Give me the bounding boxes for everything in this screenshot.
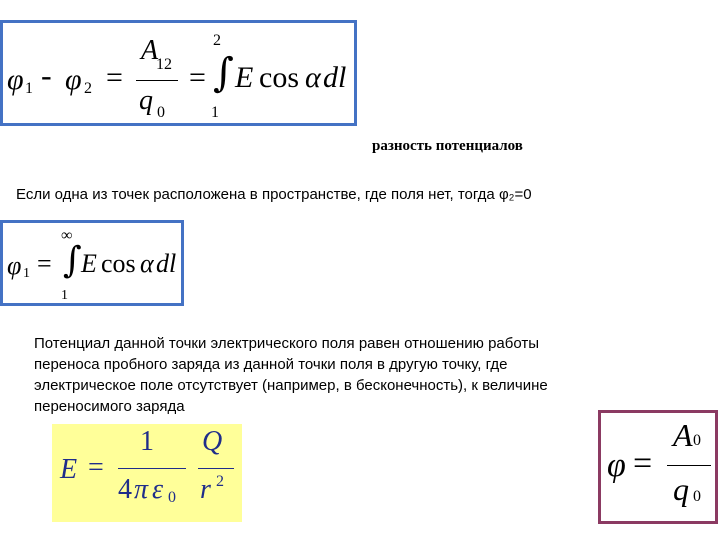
- fraction-bar: [136, 80, 178, 81]
- epsilon-symbol: ε: [152, 474, 164, 505]
- denominator-4: 4: [118, 474, 132, 505]
- numerator-1: 1: [140, 426, 154, 457]
- numerator-Q: Q: [202, 426, 223, 457]
- phi-symbol: φ: [7, 251, 22, 280]
- statement-line: Если одна из точек расположена в пространстве, где поля нет, тогда φ₂=0: [16, 186, 532, 203]
- integral-lower-limit: 1: [61, 288, 68, 303]
- integrand-cos: cos: [259, 61, 299, 94]
- equals-sign: =: [633, 445, 653, 482]
- phi-symbol: φ: [7, 63, 24, 96]
- paragraph-line: Потенциал данной точки электрического поля равен отношению работы: [34, 335, 540, 352]
- integral-sign: ∫: [213, 50, 234, 96]
- numerator-A: A: [673, 417, 693, 453]
- numerator-A: A: [141, 35, 159, 66]
- numerator-subscript: 12: [156, 56, 172, 73]
- integrand-cos: cos: [101, 249, 136, 278]
- formula-box-potential-integral: [0, 220, 184, 306]
- subscript: 1: [23, 266, 30, 281]
- fraction-bar: [667, 465, 711, 466]
- fraction-bar: [198, 468, 234, 469]
- numerator-subscript: 0: [693, 432, 701, 449]
- denominator-subscript: 0: [693, 488, 701, 505]
- fraction-bar: [118, 468, 186, 469]
- phi-symbol: φ: [607, 447, 626, 484]
- integral-upper-limit: 2: [213, 32, 221, 49]
- denominator-q: q: [673, 471, 689, 507]
- formula-box-field-strength: [52, 424, 242, 522]
- integrand-alpha: α: [305, 61, 321, 94]
- formula-box-potential-definition: [598, 410, 718, 524]
- subscript: 1: [25, 80, 33, 97]
- minus-sign: -: [41, 57, 52, 93]
- potential-difference-label: разность потенциалов: [372, 138, 523, 154]
- equals-sign: =: [88, 452, 104, 483]
- denominator-q: q: [139, 85, 153, 116]
- pi-symbol: π: [134, 474, 149, 505]
- subscript: 2: [84, 80, 92, 97]
- denominator-subscript: 0: [157, 104, 165, 121]
- equals-sign: =: [37, 249, 52, 278]
- integrand-E: E: [235, 61, 254, 94]
- paragraph-line: электрическое поле отсутствует (например, в бесконечность), к величине: [34, 377, 548, 394]
- denominator-r: r: [200, 474, 211, 505]
- definition-paragraph: [34, 333, 548, 417]
- formula-box-potential-difference: [0, 20, 357, 126]
- integrand-dl: dl: [323, 61, 347, 94]
- integrand-dl: dl: [156, 249, 177, 278]
- epsilon-subscript: 0: [168, 489, 176, 506]
- E-symbol: E: [60, 454, 78, 485]
- paragraph-line: переносимого заряда: [34, 398, 185, 415]
- equals-sign: =: [189, 61, 206, 94]
- integrand-E: E: [81, 249, 97, 278]
- phi-symbol: φ: [65, 63, 82, 96]
- exponent-2: 2: [216, 473, 224, 490]
- paragraph-line: переноса пробного заряда из данной точки поля в другую точку, где: [34, 356, 508, 373]
- integrand-alpha: α: [140, 249, 154, 278]
- integral-upper-limit: ∞: [61, 227, 73, 244]
- integral-sign: ∫: [63, 240, 82, 281]
- integral-lower-limit: 1: [211, 104, 219, 121]
- equals-sign: =: [106, 61, 123, 94]
